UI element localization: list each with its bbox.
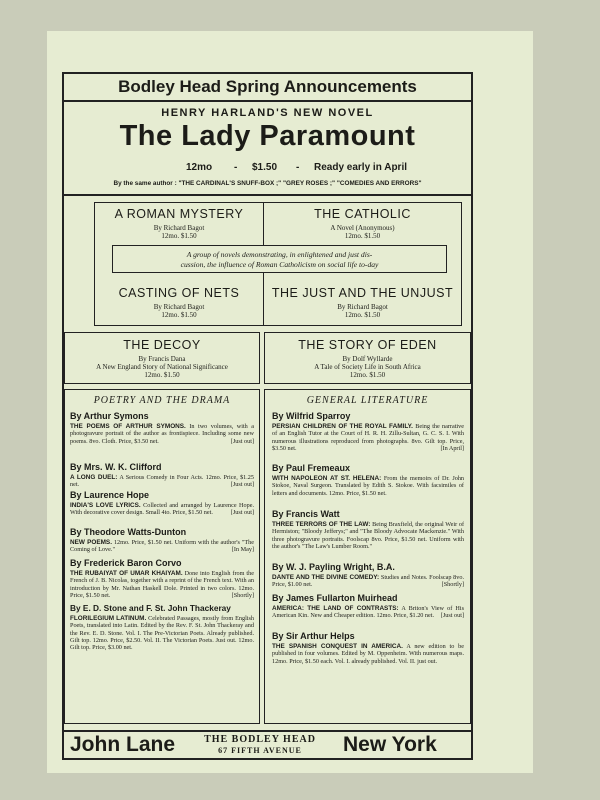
book-desc-eden: A Tale of Society Life in South Africa (314, 363, 421, 371)
book-author-decoy: By Francis Dana (138, 355, 186, 363)
book-title-roman-mystery: A ROMAN MYSTERY (114, 207, 244, 221)
general-author-6: By Sir Arthur Helps (272, 631, 355, 641)
poetry-title-5: THE RUBAIYAT OF UMAR KHAIYAM. (70, 570, 183, 577)
general-entry-3 (272, 521, 464, 558)
general-status-1: [In April] (440, 444, 464, 452)
feature-format: 12mo (186, 162, 213, 173)
poetry-author-2: By Mrs. W. K. Clifford (70, 462, 162, 472)
book-price-catholic: 12mo. $1.50 (344, 232, 381, 240)
book-price-casting-of-nets: 12mo. $1.50 (161, 311, 197, 319)
feature-price: $1.50 (252, 162, 278, 173)
catholic-note-line-1: A group of novels demonstrating, in enlightened and just dis- (186, 250, 373, 259)
general-title-4: DANTE AND THE DIVINE COMEDY: (272, 574, 380, 581)
poetry-title-6: FLORILEGIUM LATINUM. (70, 615, 147, 622)
poetry-desc-3: Collected and arranged by Laurence Hope. With decorative cover design. Small 4to. Price, $1.50 net. (70, 502, 254, 517)
general-entry-2 (272, 475, 464, 505)
footer-imprint: THE BODLEY HEAD (204, 734, 316, 745)
general-author-2: By Paul Fremeaux (272, 463, 351, 473)
catholic-note-line-2: cussion, the influence of Roman Catholicism on social life to-day (180, 260, 379, 269)
book-price-eden: 12mo. $1.50 (349, 371, 386, 379)
poetry-entry-5 (70, 570, 254, 600)
book-title-catholic: THE CATHOLIC (314, 207, 411, 221)
general-entry-6 (272, 643, 464, 673)
feature-same-author: By the same author : "THE CARDINAL'S SNUFF-BOX ;" "GREY ROSES ;" "COMEDIES AND ERRORS" (113, 180, 422, 187)
poetry-status-5: [Shortly] (231, 591, 254, 599)
general-author-4: By W. J. Payling Wright, B.A. (272, 562, 395, 572)
book-desc-decoy: A New England Story of National Significance (96, 363, 228, 371)
poetry-desc-5: Done into English from the French of J. B. Nicolas, together with a reprint of the French text. With an introduction by Mr. Nathan Haskell Dole. Printed in two colors. 12mo. Price, $1.50 net. (70, 570, 254, 599)
feature-sep-2: - (296, 162, 300, 173)
poetry-title-2: A LONG DUEL: (70, 474, 118, 481)
general-author-1: By Wilfrid Sparroy (272, 411, 351, 421)
poetry-title-1: THE POEMS OF ARTHUR SYMONS. (70, 423, 186, 430)
poetry-author-1: By Arthur Symons (70, 411, 149, 421)
feature-ready: Ready early in April (314, 162, 407, 173)
general-entry-4 (272, 574, 464, 589)
general-title-3: THREE TERRORS OF THE LAW: (272, 521, 371, 528)
book-price-decoy: 12mo. $1.50 (144, 371, 180, 379)
footer-address: 67 FIFTH AVENUE (218, 746, 302, 755)
poetry-desc-6: Celebrated Passages, mostly from English Poets, translated into Latin. Edited by the Rev. F. St. John Thackeray and the Rev. E. D. Stone. Vol. I. The Pre-Victorian Poets. Already published. Gilt top. 12mo. Price, $2.50. Vol. II. The Victorian Poets. Just out. 12mo. Gilt top. Price, $3.00 net. (70, 615, 254, 652)
general-status-4: [Shortly] (441, 581, 464, 589)
poetry-entry-2 (70, 474, 254, 488)
feature-sep-1: - (234, 162, 238, 173)
general-heading: GENERAL LITERATURE (306, 395, 429, 406)
poetry-author-4: By Theodore Watts-Dunton (70, 527, 187, 537)
poetry-desc-4: 12mo. Price, $1.50 net. Uniform with the author's "The Coming of Love." (70, 539, 254, 554)
book-author-catholic: A Novel (Anonymous) (330, 224, 395, 232)
general-title-6: THE SPANISH CONQUEST IN AMERICA. (272, 643, 403, 650)
poetry-heading: POETRY AND THE DRAMA (93, 395, 231, 406)
book-author-eden: By Dolf Wyllarde (342, 355, 393, 363)
general-title-2: WITH NAPOLEON AT ST. HELENA: (272, 475, 382, 482)
book-title-decoy: THE DECOY (123, 338, 201, 352)
poetry-author-6: By E. D. Stone and F. St. John Thackeray (70, 603, 231, 613)
general-desc-3: Being Braxfield, the original Weir of Hermiston; "Bloody Jefferys;" and "The Bloody Advocate Mackenzie." With three photogravure portraits. Foolscap 8vo. Price, $1.50 net. Uniform with the author's "The Law's Lumber Room." (272, 521, 464, 550)
feature-kicker: HENRY HARLAND'S NEW NOVEL (161, 107, 374, 119)
general-entry-5 (272, 605, 464, 627)
poetry-entry-3 (70, 502, 254, 524)
book-price-just-and-unjust: 12mo. $1.50 (344, 311, 381, 319)
poetry-author-5: By Frederick Baron Corvo (70, 558, 182, 568)
poetry-title-3: INDIA'S LOVE LYRICS. (70, 502, 141, 509)
book-author-just-and-unjust: By Richard Bagot (337, 303, 388, 311)
general-title-5: AMERICA: THE LAND OF CONTRASTS: (272, 605, 399, 612)
poetry-entry-4 (70, 539, 254, 554)
general-desc-2: From the memoirs of Dr. John Stokoe, Naval Surgeon. Translated by Edith S. Stokoe. With facsimiles of letters and documents. 12mo. Price, $1.50 net. (272, 475, 464, 497)
poetry-entry-1 (70, 423, 254, 460)
poetry-title-4: NEW POEMS. (70, 539, 112, 546)
general-author-3: By Francis Watt (272, 509, 340, 519)
banner-title: Bodley Head Spring Announcements (118, 77, 417, 96)
poetry-status-2: [Just out] (230, 481, 254, 488)
poetry-desc-2: A Serious Comedy in Four Acts. 12mo. Price, $1.25 net. (70, 474, 254, 488)
book-author-casting-of-nets: By Richard Bagot (153, 303, 205, 311)
poetry-status-3: [Just out] (230, 509, 254, 517)
book-title-eden: THE STORY OF EDEN (298, 338, 437, 352)
general-desc-5: A Briton's View of His American Kin. New and Cheaper edition. 12mo. Price, $1.20 net. (272, 605, 464, 620)
general-desc-4: Studies and Notes. Foolscap 8vo. Price, $1.00 net. (272, 574, 464, 589)
general-status-5: [Just out] (440, 612, 464, 620)
poetry-status-4: [In May] (231, 546, 254, 554)
poetry-author-3: By Laurence Hope (70, 490, 150, 500)
general-author-5: By James Fullarton Muirhead (272, 593, 398, 603)
book-title-casting-of-nets: CASTING OF NETS (118, 286, 240, 300)
general-desc-6: A new edition to be published in four volumes. Edited by M. Oppenheim. With numerous maps. 12mo. Price, $1.50 each. Vol. I. already published. Vol. II. just out. (272, 643, 464, 665)
footer-publisher: John Lane (70, 733, 176, 756)
poetry-status-1: [Just out] (230, 437, 254, 445)
book-price-roman-mystery: 12mo. $1.50 (161, 232, 197, 240)
general-entry-1 (272, 423, 464, 460)
general-title-1: PERSIAN CHILDREN OF THE ROYAL FAMILY. (272, 423, 413, 430)
book-author-roman-mystery: By Richard Bagot (153, 224, 205, 232)
poetry-entry-6 (70, 615, 254, 659)
footer-city: New York (343, 733, 437, 756)
book-title-just-and-unjust: THE JUST AND THE UNJUST (271, 286, 454, 300)
divider (62, 194, 473, 196)
feature-title: The Lady Paramount (119, 120, 416, 152)
poetry-desc-1: In two volumes, with a photogravure portrait of the author as frontispiece. Including some new poems. 8vo. Cloth. Price, $3.50 net. (70, 423, 254, 445)
general-desc-1: Being the narrative of an English Tutor at the Court of H. R. H. Zillu-Sultan, G. C. S. I. With numerous illustrations reproduced from photographs. 8vo. Gilt top. Price, $3.50 net. (272, 423, 464, 452)
